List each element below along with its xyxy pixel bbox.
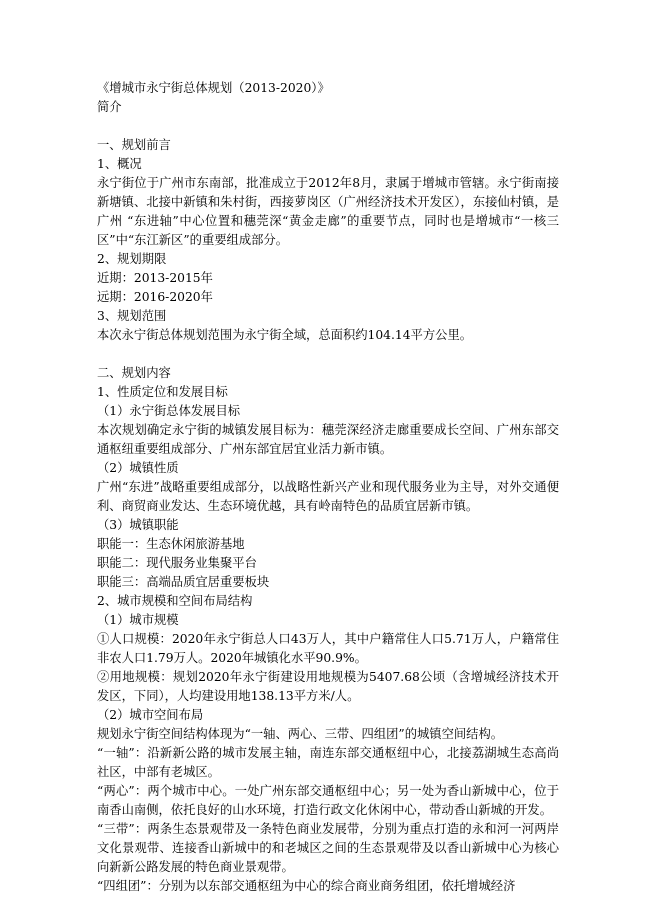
spacer xyxy=(97,345,559,364)
goal-paragraph: 本次规划确定永宁街的城镇发展目标为：穗莞深经济走廊重要成长空间、广州东部交通枢纽重要组成部分、广州东部宜居宜业活力新市镇。 xyxy=(97,423,559,456)
two-centers-paragraph: “两心”：两个城市中心。一处广州东部交通枢纽中心；另一处为香山新城中心，位于南香山南侧，依托良好的山水环境，打造行政文化休闲中心，带动香山新城的开发。 xyxy=(97,784,559,817)
four-groups-paragraph: “四组团”：分别为以东部交通枢纽为中心的综合商业商务组团，依托增城经济 xyxy=(97,879,516,893)
document-subtitle: 简介 xyxy=(97,100,122,114)
population-paragraph: ①人口规模：2020年永宁街总人口43万人，其中户籍常住人口5.71万人，户籍常住非农人口1.79万人。2020年城镇化水平90.9%。 xyxy=(97,632,559,665)
subsection-heading: 2、城市规模和空间布局结构 xyxy=(97,594,253,608)
item-heading: （1）城市规模 xyxy=(97,613,179,627)
subsection-heading: 3、规划范围 xyxy=(97,309,167,323)
subsection-heading: 1、性质定位和发展目标 xyxy=(97,385,228,399)
three-belts-paragraph: “三带”：两条生态景观带及一条特色商业发展带，分别为重点打造的永和河一河两岸文化景观带、连接香山新城中的和老城区之间的生态景观带及以香山新城中心为核心向新新公路发展的特色商业景观带。 xyxy=(97,822,559,874)
item-heading: （2）城市空间布局 xyxy=(97,708,204,722)
scope-paragraph: 本次永宁街总体规划范围为永宁街全域，总面积约104.14平方公里。 xyxy=(97,328,473,342)
item-heading: （2）城镇性质 xyxy=(97,461,179,475)
period-far: 远期：2016-2020年 xyxy=(97,290,213,304)
item-heading: （1）永宁街总体发展目标 xyxy=(97,404,241,418)
land-paragraph: ②用地规模：规划2020年永宁街建设用地规模为5407.68公顷（含增城经济技术开发区，下同），人均建设用地138.13平方米/人。 xyxy=(97,670,559,703)
overview-paragraph: 永宁街位于广州市东南部，批准成立于2012年8月，隶属于增城市管辖。永宁街南接新塘镇、北接中新镇和朱村街，西接萝岗区（广州经济技术开发区），东接仙村镇，是广州 “东进轴”中心位置和穗莞深“黄金走廊”的重要节点，同时也是增城市“一核三区”中“东江新区”的重要组成部分。 xyxy=(97,176,559,247)
section-heading: 二、规划内容 xyxy=(97,366,171,380)
function-item: 职能三：高端品质宜居重要板块 xyxy=(97,575,270,589)
period-near: 近期：2013-2015年 xyxy=(97,271,213,285)
item-heading: （3）城镇职能 xyxy=(97,518,179,532)
document-title: 《增城市永宁街总体规划（2013-2020）》 xyxy=(97,81,330,95)
function-item: 职能一：生态休闲旅游基地 xyxy=(97,537,245,551)
function-item: 职能二：现代服务业集聚平台 xyxy=(97,556,257,570)
section-heading: 一、规划前言 xyxy=(97,138,171,152)
one-axis-paragraph: “一轴”：沿新新公路的城市发展主轴，南连东部交通枢纽中心，北接荔湖城生态高尚社区，中部有老城区。 xyxy=(97,746,559,779)
nature-paragraph: 广州“东进”战略重要组成部分，以战略性新兴产业和现代服务业为主导，对外交通便利、商贸商业发达、生态环境优越，具有岭南特色的品质宜居新市镇。 xyxy=(97,480,559,513)
subsection-heading: 2、规划期限 xyxy=(97,252,167,266)
spacer xyxy=(97,117,559,136)
subsection-heading: 1、概况 xyxy=(97,157,142,171)
layout-intro-paragraph: 规划永宁街空间结构体现为“一轴、两心、三带、四组团”的城镇空间结构。 xyxy=(97,727,504,741)
document-page xyxy=(97,79,559,896)
